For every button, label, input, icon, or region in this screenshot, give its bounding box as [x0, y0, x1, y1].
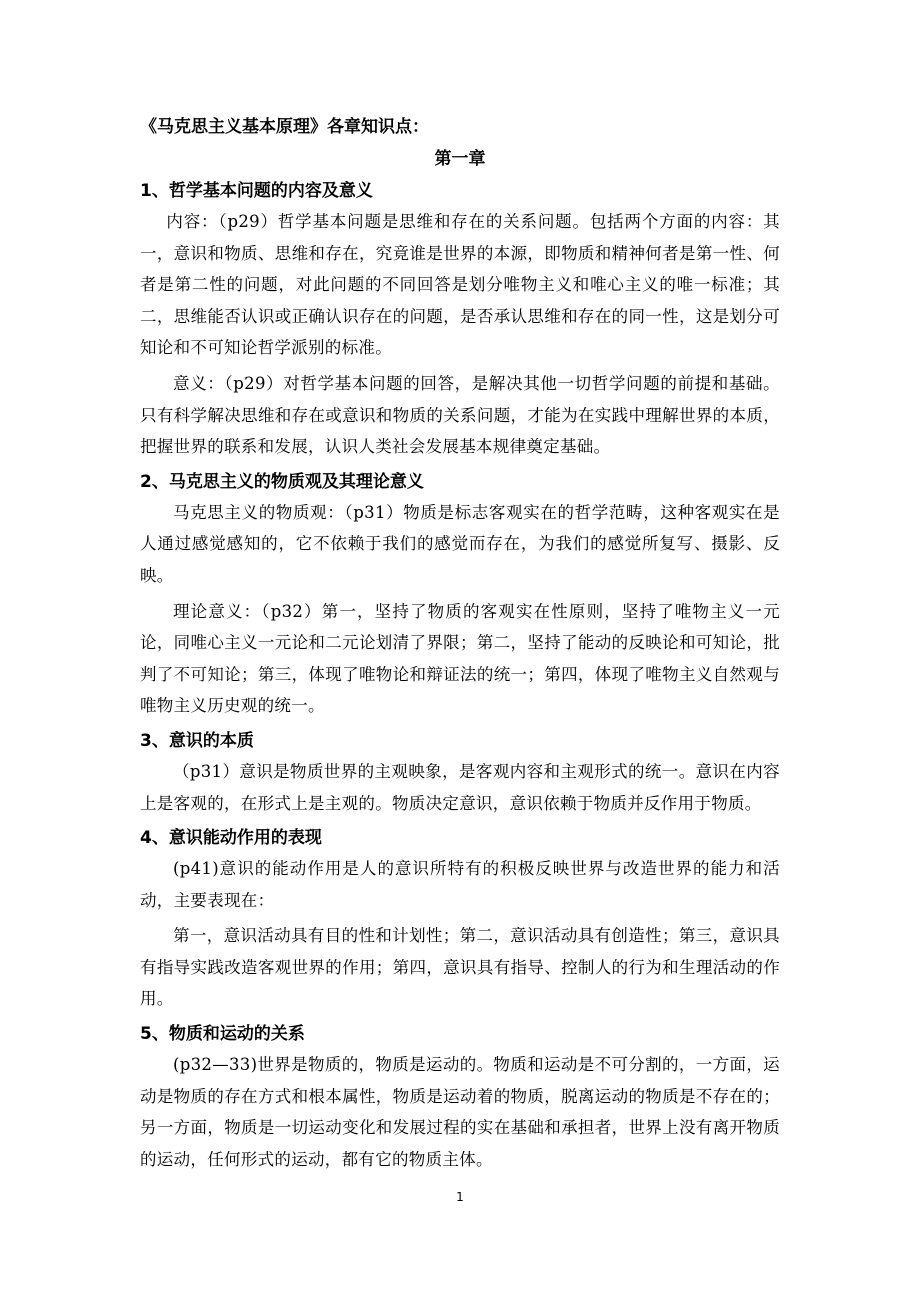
- section-1: [140, 176, 780, 463]
- section-heading: 3、意识的本质: [140, 730, 254, 751]
- section-heading: 1、哲学基本问题的内容及意义: [140, 181, 373, 201]
- paragraph: 意义：（p29）对哲学基本问题的回答，是解决其他一切哲学问题的前提和基础。只有科学解决思维和存在或意识和物质的关系问题，才能为在实践中理解世界的本质，把握世界的联系和发展，认识人类社会发展基本规律奠定基础。: [140, 373, 780, 457]
- paragraph: 第一，意识活动具有目的性和计划性；第二，意识活动具有创造性；第三，意识具有指导实践改造客观世界的作用；第四，意识具有指导、控制人的行为和生理活动的作用。: [140, 926, 780, 1009]
- section-heading: 4、意识能动作用的表现: [140, 828, 322, 849]
- section-3: [140, 726, 780, 819]
- page-number: 1: [456, 1190, 464, 1204]
- paragraph: 理论意义：（p32）第一，坚持了物质的客观实在性原则，坚持了唯物主义一元论，同唯心主义一元论和二元论划清了界限；第二，坚持了能动的反映论和可知论，批判了不可知论；第三，体现了唯物论和辩证法的统一；第四，体现了唯物主义自然观与唯物主义历史观的统一。: [140, 601, 780, 716]
- document-title: 《马克思主义基本原理》各章知识点：: [140, 117, 429, 137]
- paragraph: （p31）意识是物质世界的主观映象，是客观内容和主观形式的统一。意识在内容上是客观的，在形式上是主观的。物质决定意识，意识依赖于物质并反作用于物质。: [140, 761, 780, 813]
- paragraph: (p41)意识的能动作用是人的意识所特有的积极反映世界与改造世界的能力和活动，主要表现在：: [140, 859, 780, 910]
- paragraph: (p32—33)世界是物质的，物质是运动的。物质和运动是不可分割的，一方面，运动是物质的存在方式和根本属性，物质是运动着的物质，脱离运动的物质是不存在的；另一方面，物质是一切运动变化和发展过程的实在基础和承担者，世界上没有离开物质的运动，任何形式的运动，都有它的物质主体。: [140, 1055, 780, 1169]
- section-5: [140, 1019, 780, 1175]
- section-heading: 2、马克思主义的物质观及其理论意义: [140, 471, 424, 492]
- chapter-title: 第一章: [434, 149, 486, 169]
- paragraph: 内容：（p29）哲学基本问题是思维和存在的关系问题。包括两个方面的内容：其一，意识和物质、思维和存在，究竟谁是世界的本源，即物质和精神何者是第一性、何者是第二性的问题，对此问题的不同回答是划分唯物主义和唯心主义的唯一标准；其二，思维能否认识或正确认识存在的问题，是否承认思维和存在的同一性，这是划分可知论和不可知论哲学派别的标准。: [140, 212, 780, 358]
- section-2: [140, 467, 780, 722]
- section-heading: 5、物质和运动的关系: [140, 1024, 305, 1045]
- section-4: [140, 823, 780, 1015]
- document-page: [140, 112, 780, 1179]
- paragraph: 马克思主义的物质观：（p31）物质是标志客观实在的哲学范畴，这种客观实在是人通过感觉感知的，它不依赖于我们的感觉而存在，为我们的感觉所复写、摄影、反映。: [140, 502, 780, 585]
